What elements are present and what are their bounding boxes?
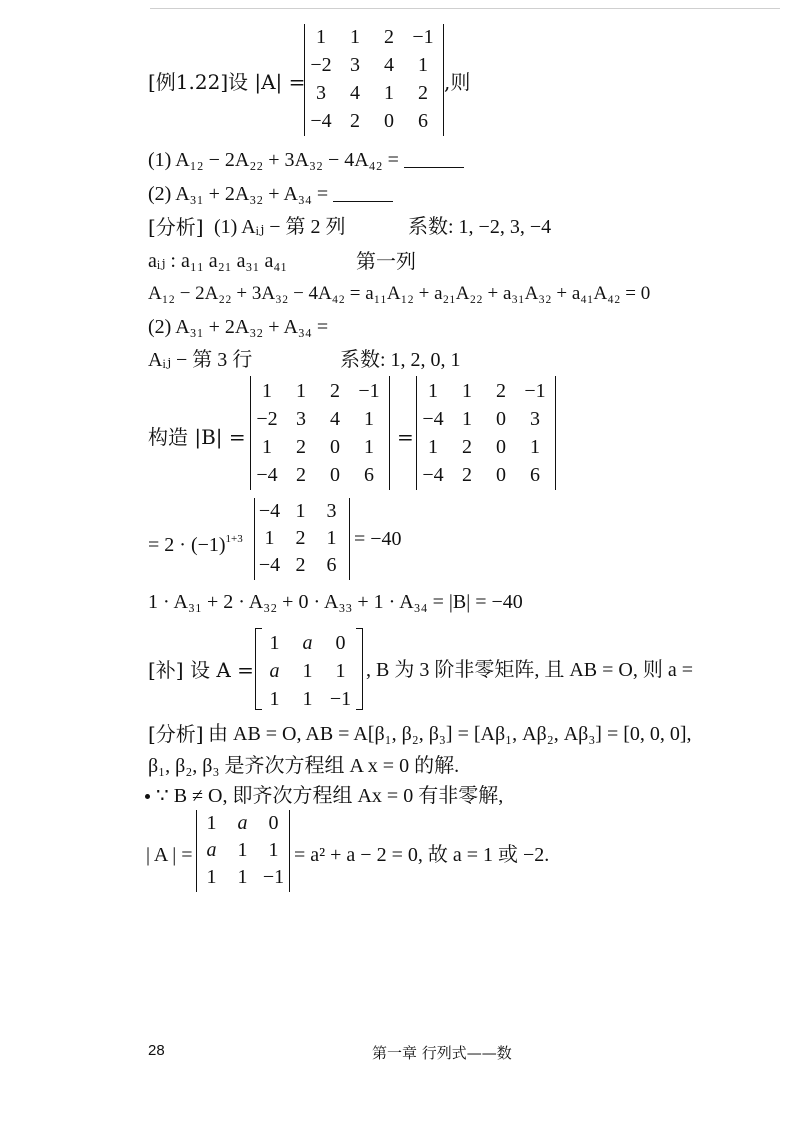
matrix-cell: 6: [364, 464, 374, 486]
top-rule: [150, 8, 780, 9]
example-label: [例1.22]: [148, 70, 229, 94]
matrix-cell: 1: [350, 26, 360, 48]
aij-line: aᵢⱼ : a₁₁ a₂₁ a₃₁ a₄₁: [148, 250, 288, 272]
matrix-cell: 1: [206, 812, 217, 834]
construct-eq: =: [397, 425, 414, 449]
page-number: 28: [148, 1042, 165, 1059]
construct-lead: 构造 |B| =: [148, 425, 246, 449]
analysis2-line3: ∵ B ≠ O, 即齐次方程组 Ax = 0 有非零解,: [156, 785, 504, 807]
question-2-text: (2) A₃₁ + 2A₃₂ + A₃₄ =: [148, 183, 329, 205]
matrix-cell: −4: [258, 500, 281, 522]
matrix-cell: −1: [262, 866, 285, 888]
answer-blank-2: [333, 181, 393, 202]
matrix-cell: 0: [268, 812, 279, 834]
matrix-cell: 1: [530, 436, 540, 458]
det-tail: = a² + a − 2 = 0, 故 a = 1 或 −2.: [294, 844, 550, 866]
construct-result: 1 · A₃₁ + 2 · A₃₂ + 0 · A₃₃ + 1 · A₃₄ = |B| = −40: [148, 591, 523, 613]
matrix-cell: −2: [256, 408, 278, 430]
expand-exponent: 1+3: [225, 533, 243, 545]
matrix-cell: 0: [384, 110, 394, 132]
matrix-cell: −4: [422, 464, 444, 486]
matrix-cell: 1: [428, 380, 438, 402]
expand-tail: = −40: [354, 528, 402, 550]
matrix-cell: 1: [364, 408, 374, 430]
question-1-text: (1) A₁₂ − 2A₂₂ + 3A₃₂ − 4A₄₂ =: [148, 149, 399, 171]
expand-lead-text: = 2 · (−1): [148, 534, 226, 556]
matrix-cell: 2: [330, 380, 340, 402]
matrix-cell: 1: [462, 408, 472, 430]
matrix-cell: 1: [418, 54, 428, 76]
supp-right-bracket: [356, 628, 363, 710]
matrix-cell: 3: [530, 408, 540, 430]
matrix-cell: 0: [335, 632, 346, 654]
matrix-cell: 0: [496, 436, 506, 458]
bullet-marker: [145, 794, 150, 799]
matrix-cell: 0: [330, 436, 340, 458]
matrix-cell: 1: [335, 660, 346, 682]
supplement-tail: , B 为 3 阶非零矩阵, 且 AB = O, 则 a =: [366, 659, 694, 681]
matrix-cell: 0: [496, 464, 506, 486]
matrix-cell: −1: [358, 380, 380, 402]
matrix-cell: 3: [316, 82, 326, 104]
matrix-cell: −1: [412, 26, 434, 48]
matrix-cell: 1: [326, 527, 337, 549]
analysis-part2-b: 系数: 1, 2, 0, 1: [340, 349, 461, 371]
matrix-cell: −4: [258, 554, 281, 576]
matrix-cell: 1: [384, 82, 394, 104]
matrix-cell: −1: [329, 688, 352, 710]
matrix-cell: 3: [350, 54, 360, 76]
matrix-cell: 2: [496, 380, 506, 402]
matrix-cell: 3: [296, 408, 306, 430]
matrix-cell: 4: [384, 54, 394, 76]
matrix-cell: a: [237, 812, 248, 834]
det-lead: | A | =: [146, 844, 193, 866]
matrix-cell: 1: [237, 839, 248, 861]
matrix-cell: 2: [296, 436, 306, 458]
matrix-cell: 1: [296, 380, 306, 402]
matrix-cell: 1: [269, 688, 280, 710]
matrix-cell: −4: [310, 110, 332, 132]
analysis-eq1: A₁₂ − 2A₂₂ + 3A₃₂ − 4A₄₂ = a₁₁A₁₂ + a₂₁A₂₂ + a₃₁A₃₂ + a₄₁A₄₂ = 0: [148, 283, 651, 304]
matrix-cell: 1: [302, 688, 313, 710]
analysis-part1-b: 系数: 1, −2, 3, −4: [408, 216, 552, 238]
analysis-q2: (2) A₃₁ + 2A₃₂ + A₃₄ =: [148, 316, 329, 338]
matrix-cell: 1: [237, 866, 248, 888]
analysis-label: [分析]: [148, 215, 204, 239]
analysis-part2-a: Aᵢⱼ − 第 3 行: [148, 349, 253, 371]
matrix-cell: −2: [310, 54, 332, 76]
matrix-cell: 1: [428, 436, 438, 458]
matrix-cell: 1: [316, 26, 326, 48]
matrix-cell: 6: [530, 464, 540, 486]
question-1: [148, 147, 464, 172]
matrix-cell: a: [302, 632, 313, 654]
matrix-cell: a: [206, 839, 217, 861]
analysis2-line1: 由 AB = O, AB = A[β₁, β₂, β₃] = [Aβ₁, Aβ₂, Aβ₃] = [0, 0, 0],: [208, 723, 692, 745]
expand-lead: [148, 527, 243, 557]
matrix-cell: 1: [302, 660, 313, 682]
matrix-cell: 2: [295, 554, 306, 576]
analysis2-line2: β₁, β₂, β₃ 是齐次方程组 A x = 0 的解.: [148, 755, 460, 777]
matrix-cell: 2: [418, 82, 428, 104]
matrix-cell: 1: [295, 500, 306, 522]
matrix-cell: 0: [330, 464, 340, 486]
matrix-cell: 1: [264, 527, 275, 549]
matrix-cell: 6: [326, 554, 337, 576]
analysis2-label: [分析]: [148, 722, 204, 746]
matrix-cell: 2: [295, 527, 306, 549]
question-2: [148, 181, 393, 206]
matrix-cell: 1: [364, 436, 374, 458]
matrix-cell: 2: [384, 26, 394, 48]
example-tail: ,则: [444, 70, 471, 94]
matrix-cell: −4: [256, 464, 278, 486]
matrix-cell: 2: [462, 464, 472, 486]
matrix-cell: 1: [262, 380, 272, 402]
matrix-cell: 6: [418, 110, 428, 132]
example-lead: 设 |A| =: [228, 70, 306, 94]
matrix-cell: −4: [422, 408, 444, 430]
supplement-label: [补]: [148, 658, 184, 682]
aij-tag: 第一列: [356, 249, 416, 273]
matrix-cell: 2: [350, 110, 360, 132]
supplement-lead: 设 A =: [190, 658, 254, 682]
matrix-cell: 2: [462, 436, 472, 458]
matrix-cell: 1: [206, 866, 217, 888]
analysis-part1-a: (1) Aᵢⱼ − 第 2 列: [214, 216, 346, 238]
matrix-cell: −1: [524, 380, 546, 402]
matrix-cell: 1: [268, 839, 279, 861]
matrix-cell: a: [269, 660, 280, 682]
matrix-cell: 0: [496, 408, 506, 430]
matrix-cell: 1: [269, 632, 280, 654]
matrix-cell: 2: [296, 464, 306, 486]
matrix-cell: 1: [462, 380, 472, 402]
matrix-cell: 1: [262, 436, 272, 458]
chapter-title: 第一章 行列式——数: [372, 1044, 512, 1062]
answer-blank-1: [404, 147, 464, 168]
matrix-cell: 4: [350, 82, 360, 104]
matrix-cell: 3: [326, 500, 337, 522]
matrix-cell: 4: [330, 408, 340, 430]
